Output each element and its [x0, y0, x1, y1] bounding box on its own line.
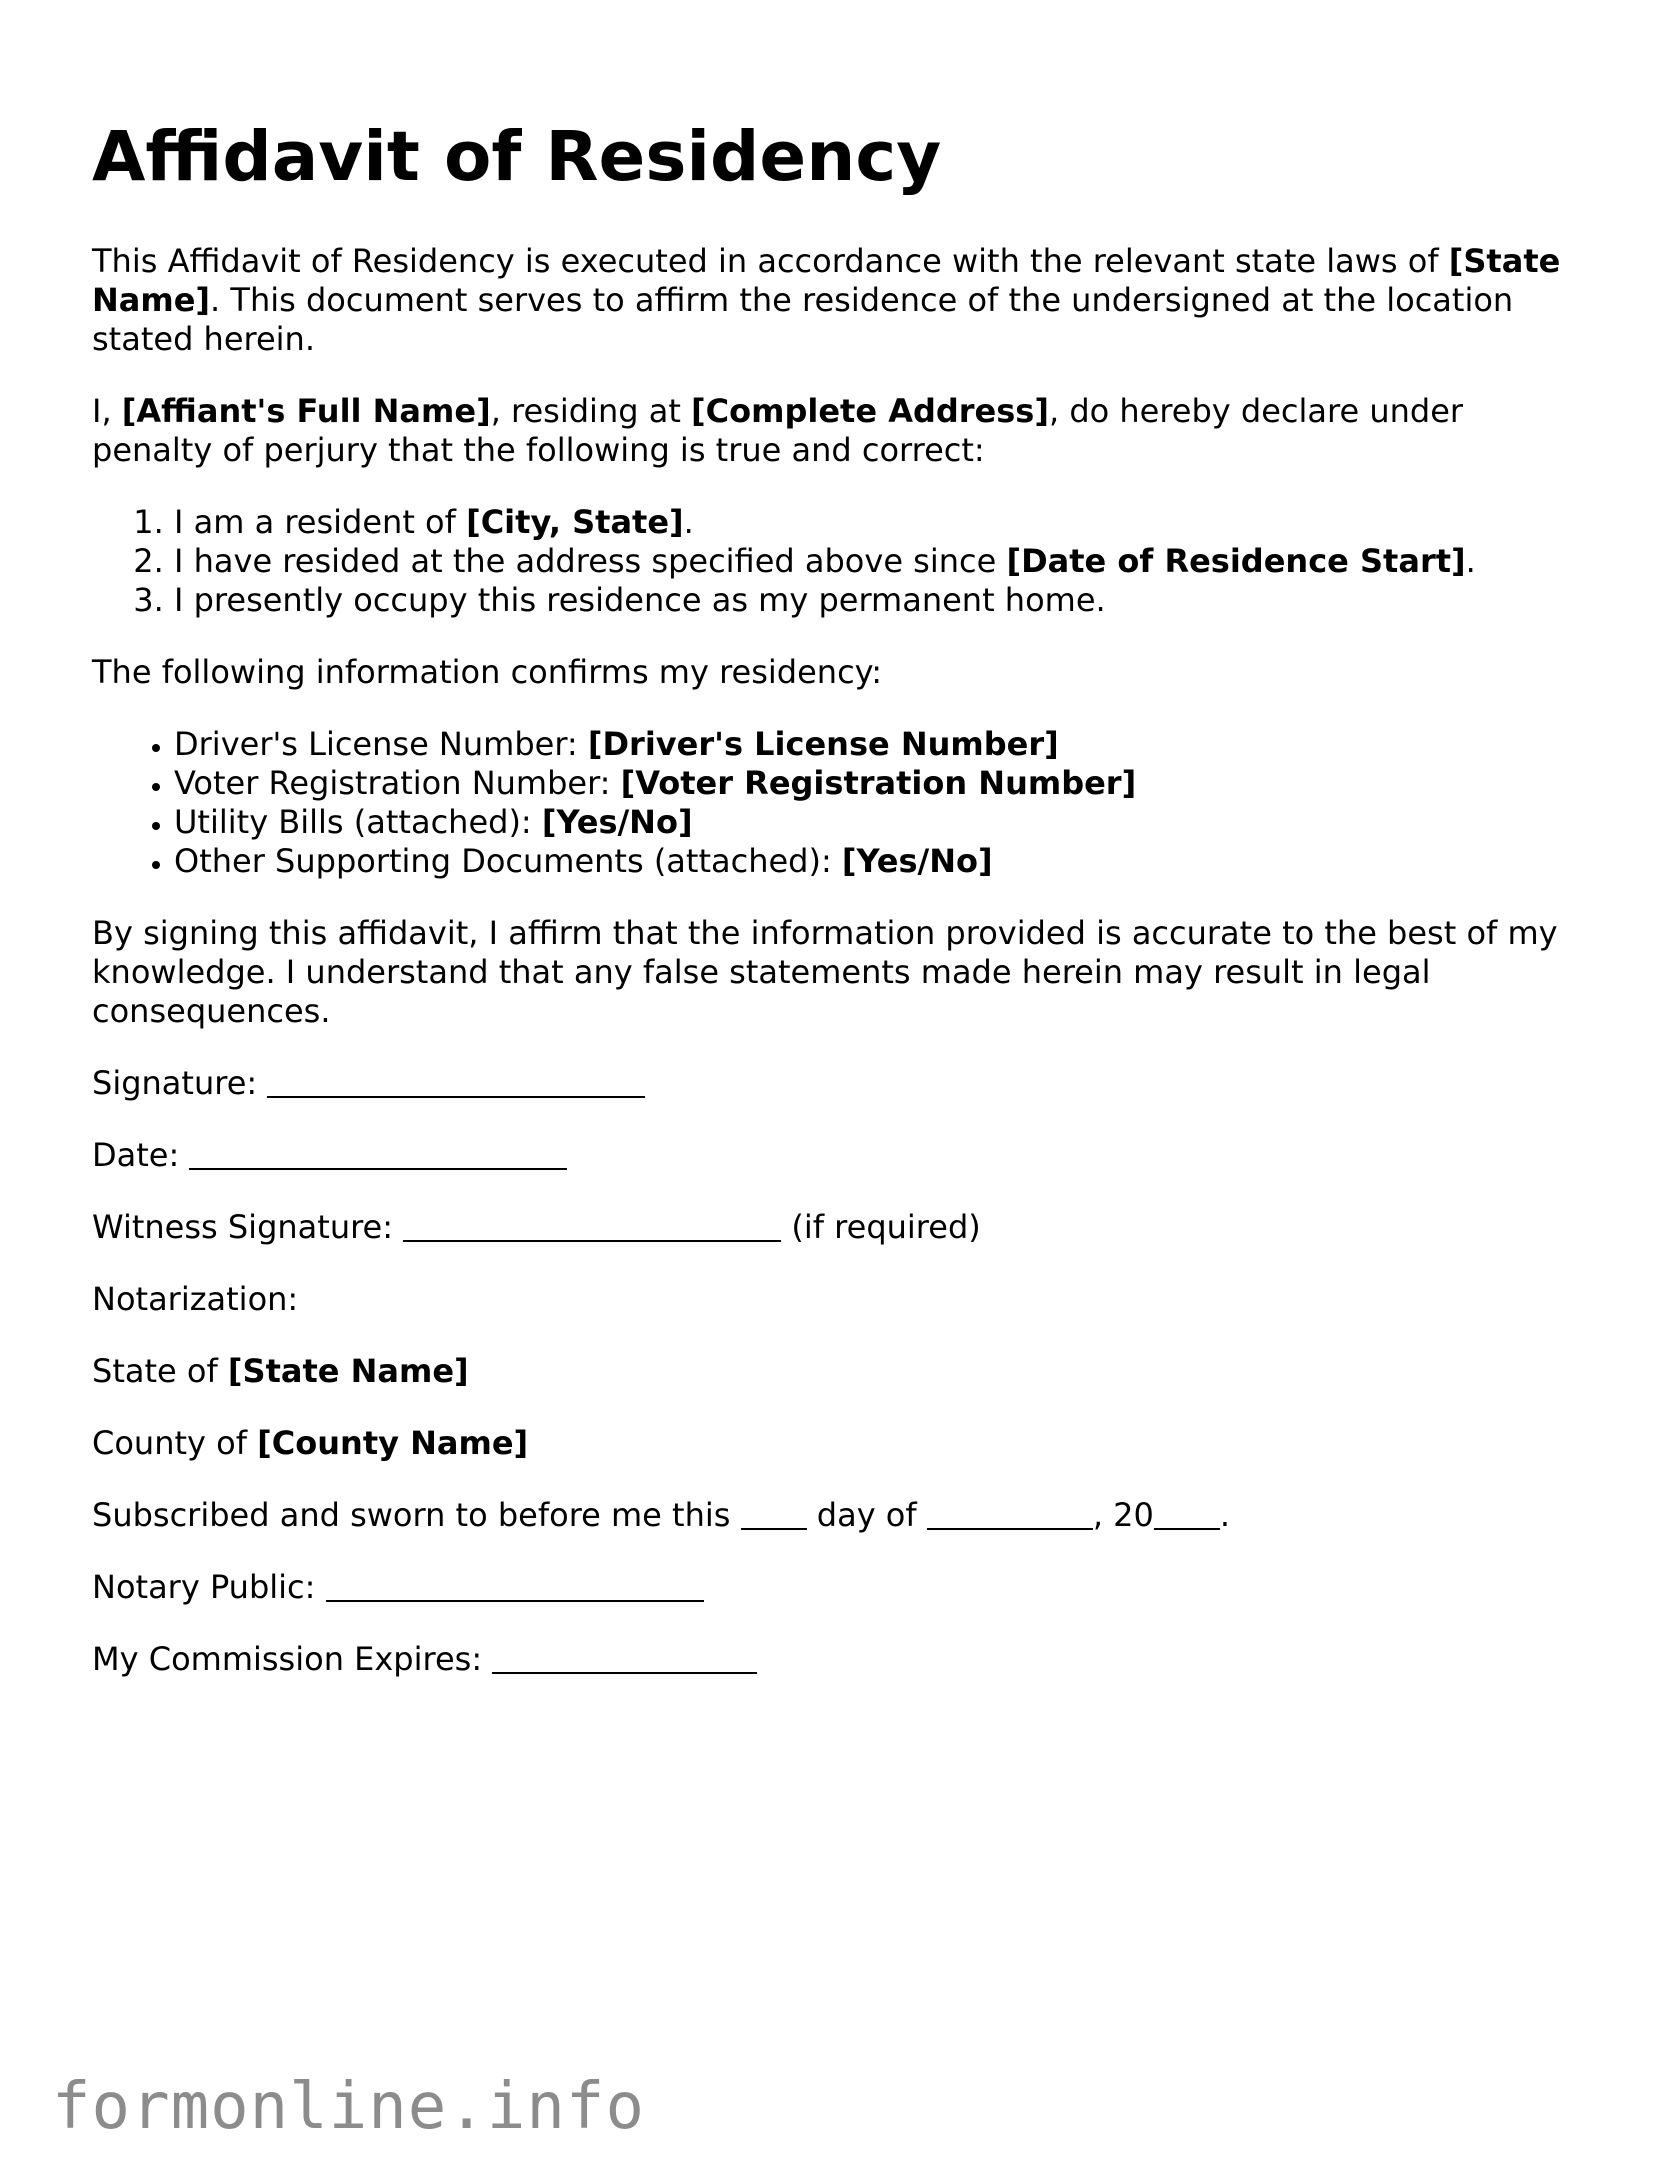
- month-blank[interactable]: [927, 1500, 1093, 1530]
- state-label: State of: [92, 1352, 228, 1390]
- sworn-line: [92, 1496, 1592, 1535]
- signature-blank[interactable]: [267, 1068, 645, 1098]
- county-label: County of: [92, 1424, 258, 1462]
- info-item: [174, 842, 1592, 881]
- sworn-text-2: day of: [806, 1496, 927, 1534]
- affiant-name-placeholder: [Affiant's Full Name]: [121, 392, 491, 430]
- declaration-paragraph: [92, 392, 1592, 470]
- info-list: [92, 725, 1592, 881]
- witness-line: [92, 1208, 1592, 1247]
- info-value: [Yes/No]: [841, 842, 993, 880]
- signature-line: [92, 1064, 1592, 1103]
- info-value: [Yes/No]: [541, 803, 693, 841]
- info-value: [Voter Registration Number]: [620, 764, 1137, 802]
- info-item: [174, 803, 1592, 842]
- day-blank[interactable]: [741, 1500, 807, 1530]
- info-value: [Driver's License Number]: [587, 725, 1059, 763]
- date-blank[interactable]: [189, 1140, 567, 1170]
- notarization-label: Notarization:: [92, 1280, 299, 1318]
- statement-end: .: [683, 503, 694, 541]
- document-title: Affidavit of Residency: [92, 117, 942, 197]
- declaration-middle: , residing at: [490, 392, 692, 430]
- state-placeholder: [State Name]: [227, 1352, 469, 1390]
- statement-text: I presently occupy this residence as my permanent home.: [174, 581, 1106, 619]
- state-line: [92, 1352, 1592, 1391]
- notary-blank[interactable]: [326, 1572, 704, 1602]
- affirmation-paragraph: By signing this affidavit, I affirm that the information provided is accurate to the best of my knowledge. I understand that any false statements made herein may result in legal consequences.: [92, 914, 1558, 1030]
- witness-note: (if required): [781, 1208, 981, 1246]
- info-heading: The following information confirms my residency:: [92, 653, 883, 691]
- statement-text: I have resided at the address specified above since: [174, 542, 1007, 580]
- info-label: Voter Registration Number:: [174, 764, 621, 802]
- intro-text-before: This Affidavit of Residency is executed in accordance with the relevant state laws of: [92, 242, 1449, 280]
- commission-line: [92, 1640, 1592, 1679]
- intro-paragraph: [92, 242, 1592, 359]
- signature-label: Signature:: [92, 1064, 268, 1102]
- year-blank[interactable]: [1154, 1500, 1220, 1530]
- commission-blank[interactable]: [492, 1644, 757, 1674]
- affidavit-document: [92, 112, 1592, 1712]
- sworn-text-3: , 20: [1092, 1496, 1154, 1534]
- witness-label: Witness Signature:: [92, 1208, 404, 1246]
- declaration-suffix: , do hereby declare under penalty of perjury that the following is true and correct:: [92, 392, 1464, 469]
- watermark: formonline.info: [52, 2070, 645, 2144]
- statement-placeholder: [Date of Residence Start]: [1006, 542, 1466, 580]
- notary-line: [92, 1568, 1592, 1607]
- intro-state-placeholder: [State Name]: [92, 242, 1561, 319]
- info-label: Utility Bills (attached):: [174, 803, 542, 841]
- county-placeholder: [County Name]: [257, 1424, 529, 1462]
- date-line: [92, 1136, 1592, 1175]
- commission-label: My Commission Expires:: [92, 1640, 493, 1678]
- statement-item: [174, 581, 1592, 620]
- sworn-text-1: Subscribed and sworn to before me this: [92, 1496, 741, 1534]
- statement-end: .: [1465, 542, 1476, 580]
- info-item: [174, 725, 1592, 764]
- intro-text-after: . This document serves to affirm the residence of the undersigned at the location stated herein.: [92, 281, 1514, 358]
- info-item: [174, 764, 1592, 803]
- address-placeholder: [Complete Address]: [691, 392, 1049, 430]
- declaration-prefix: I,: [92, 392, 122, 430]
- notary-label: Notary Public:: [92, 1568, 326, 1606]
- witness-signature-blank[interactable]: [403, 1212, 781, 1242]
- info-label: Driver's License Number:: [174, 725, 588, 763]
- county-line: [92, 1424, 1592, 1463]
- sworn-text-4: .: [1219, 1496, 1231, 1534]
- date-label: Date:: [92, 1136, 190, 1174]
- statement-text: I am a resident of: [174, 503, 467, 541]
- statements-list: [92, 503, 1592, 620]
- info-label: Other Supporting Documents (attached):: [174, 842, 842, 880]
- statement-placeholder: [City, State]: [466, 503, 684, 541]
- statement-item: [174, 542, 1592, 581]
- statement-item: [174, 503, 1592, 542]
